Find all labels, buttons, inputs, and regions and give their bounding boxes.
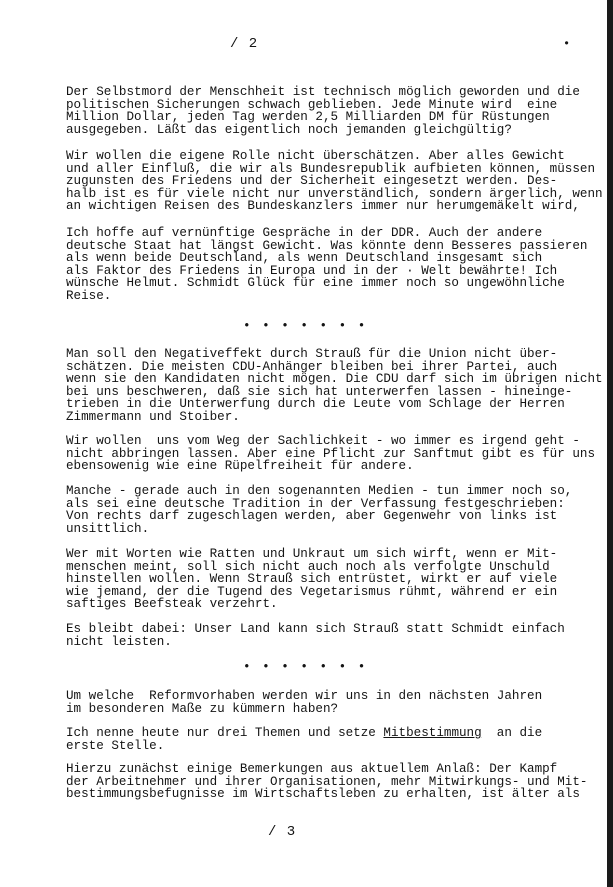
- paragraph-1: Der Selbstmord der Menschheit ist technisch möglich geworden und die politischen Sicherungen schwach geblieben. Jede Minute wird eine Million Dollar, jeden Tag werden 2,5 Milliarden DM für Rüstungen ausgegeben. Läßt das eigentlich noch jemanden gleichgültig?: [66, 85, 580, 137]
- scan-edge: [607, 0, 613, 887]
- paragraph-10: [66, 727, 566, 752]
- paragraph-7: Wer mit Worten wie Ratten und Unkraut um sich wirft, wenn er Mit- menschen meint, soll sich nicht auch noch als verfolgte Unschuld hinstellen wollen. Wenn Strauß sich entrüstet, wirkt er auf viele wie jemand, der die Tugend des Vegetarismus rühmt, während er ein saftiges Beefsteak verzehrt.: [66, 547, 558, 612]
- paragraph-8: Es bleibt dabei: Unser Land kann sich Strauß statt Schmidt einfach nicht leisten.: [66, 622, 565, 649]
- section-divider: • • • • • • •: [243, 319, 368, 333]
- paragraph-4: Man soll den Negativeffekt durch Strauß für die Union nicht über- schätzen. Die meisten CDU-Anhänger bleiben bei ihrer Partei, auch wenn sie den Kandidaten nicht mögen. Die CDU darf sich im übrigen nicht bei uns beschweren, daß sie sich hat unterwerfen lassen - hineinge- trieben in die Unterwerfung durch die Leute vom Schlage der Herren Zimmermann und Stoiber.: [66, 347, 603, 424]
- paragraph-9: Um welche Reformvorhaben werden wir uns in den nächsten Jahren im besonderen Maße zu kümmern haben?: [66, 689, 543, 716]
- paragraph-10-text-start: Ich nenne heute nur drei Themen und setze: [66, 726, 384, 740]
- underlined-term: Mitbestimmung: [383, 726, 482, 740]
- page-number-bottom: / 3: [268, 824, 297, 840]
- paragraph-3: Ich hoffe auf vernünftige Gespräche in der DDR. Auch der andere deutsche Staat hat längst Gewicht. Was könnte denn Besseres passieren als wenn beide Deutschland, als wenn Deutschland insgesamt sich als Faktor des Friedens in Europa und in der · Welt bewährte! Ich wünsche Helmut. Schmidt Glück für eine immer noch so ungewöhnliche Reise.: [66, 226, 588, 303]
- paragraph-10-text-end: an die erste Stelle.: [66, 726, 543, 753]
- section-divider: • • • • • • •: [243, 660, 368, 674]
- paragraph-11: Hierzu zunächst einige Bemerkungen aus aktuellem Anlaß: Der Kampf der Arbeitnehmer und ihrer Organisationen, mehr Mitwirkungs- und Mit- bestimmungsbefugnisse im Wirtschaftsleben zu erhalten, ist älter als: [66, 762, 588, 802]
- page-number-top: / 2: [230, 36, 259, 52]
- paragraph-6: Manche - gerade auch in den sogenannten Medien - tun immer noch so, als sei eine deutsche Tradition in der Verfassung festgeschrieben: Von rechts darf zugeschlagen werden, aber Gegenwehr von links ist unsittlich.: [66, 484, 573, 536]
- paragraph-5: Wir wollen uns vom Weg der Sachlichkeit - wo immer es irgend geht - nicht abbringen lassen. Aber eine Pflicht zur Sanftmut gibt es für uns ebensowenig wie eine Rüpelfreiheit für andere.: [66, 434, 596, 474]
- corner-mark: •: [563, 37, 571, 51]
- paragraph-2: Wir wollen die eigene Rolle nicht überschätzen. Aber alles Gewicht und aller Einfluß, die wir als Bundesrepublik aufbieten können, müssen zugunsten des Friedens und der Sicherheit eingesetzt werden. Des- halb ist es für viele nicht nur unverständlich, sondern ärgerlich, wenn an wichtigen Reisen des Bundeskanzlers immer nur herumgemäkelt wird,: [66, 149, 603, 214]
